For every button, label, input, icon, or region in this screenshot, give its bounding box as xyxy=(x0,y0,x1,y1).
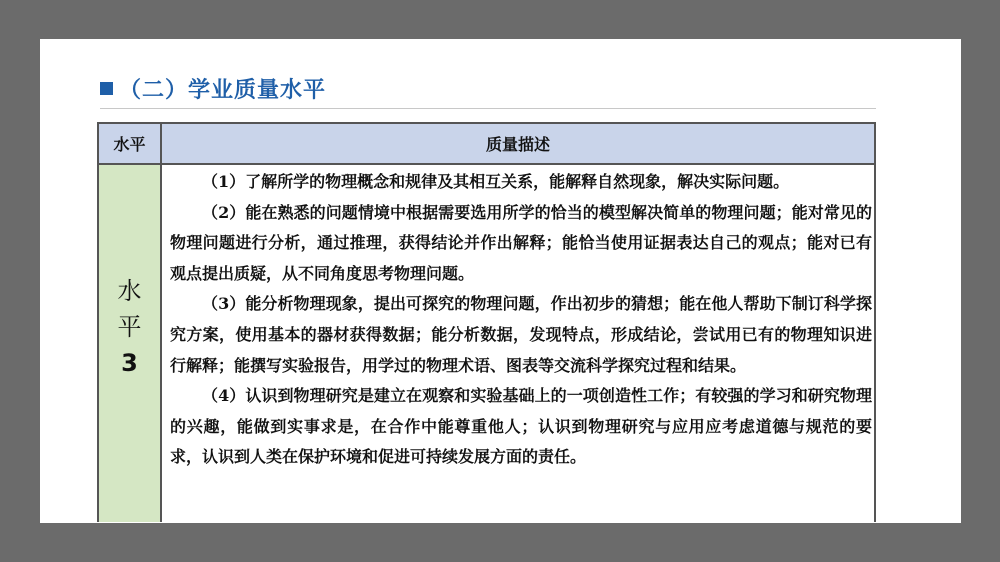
section-heading xyxy=(100,73,326,104)
section-heading-text: （二）学业质量水平 xyxy=(119,78,327,103)
description-paragraph: （1）了解所学的物理概念和规律及其相互关系，能解释自然现象，解决实际问题。 xyxy=(202,172,790,191)
description-paragraph: （4）认识到物理研究是建立在观察和实验基础上的一项创造性工作；有较强的学习和研究物理的兴趣，能做到实事求是，在合作中能尊重他人；认识到物理研究与应用应考虑道德与规范的要求，认识到人类在保护环境和促进可持续发展方面的责任。 xyxy=(170,386,872,467)
level-number: 3 xyxy=(121,349,138,377)
description-cell xyxy=(170,167,872,473)
description-paragraph: （2）能在熟悉的问题情境中根据需要选用所学的恰当的模型解决简单的物理问题；能对常见的物理问题进行分析，通过推理，获得结论并作出解释；能恰当使用证据表达自己的观点；能对已有观点提出质疑，从不同角度思考物理问题。 xyxy=(170,202,872,283)
heading-divider xyxy=(100,108,876,109)
level-label xyxy=(99,273,160,381)
level-char: 平 xyxy=(117,313,142,341)
square-bullet-icon xyxy=(100,82,113,95)
slide xyxy=(40,39,961,523)
description-paragraph: （3）能分析物理现象，提出可探究的物理问题，作出初步的猜想；能在他人帮助下制订科学探究方案，使用基本的器材获得数据；能分析数据，发现特点，形成结论，尝试用已有的物理知识进行解释；能撰写实验报告，用学过的物理术语、图表等交流科学探究过程和结果。 xyxy=(170,294,872,375)
header-description-cell: 质量描述 xyxy=(485,135,550,154)
table-header-row xyxy=(99,124,874,165)
quality-table xyxy=(97,122,876,522)
level-char: 水 xyxy=(117,277,142,305)
level-cell xyxy=(99,165,162,522)
header-level-cell: 水平 xyxy=(99,124,162,163)
